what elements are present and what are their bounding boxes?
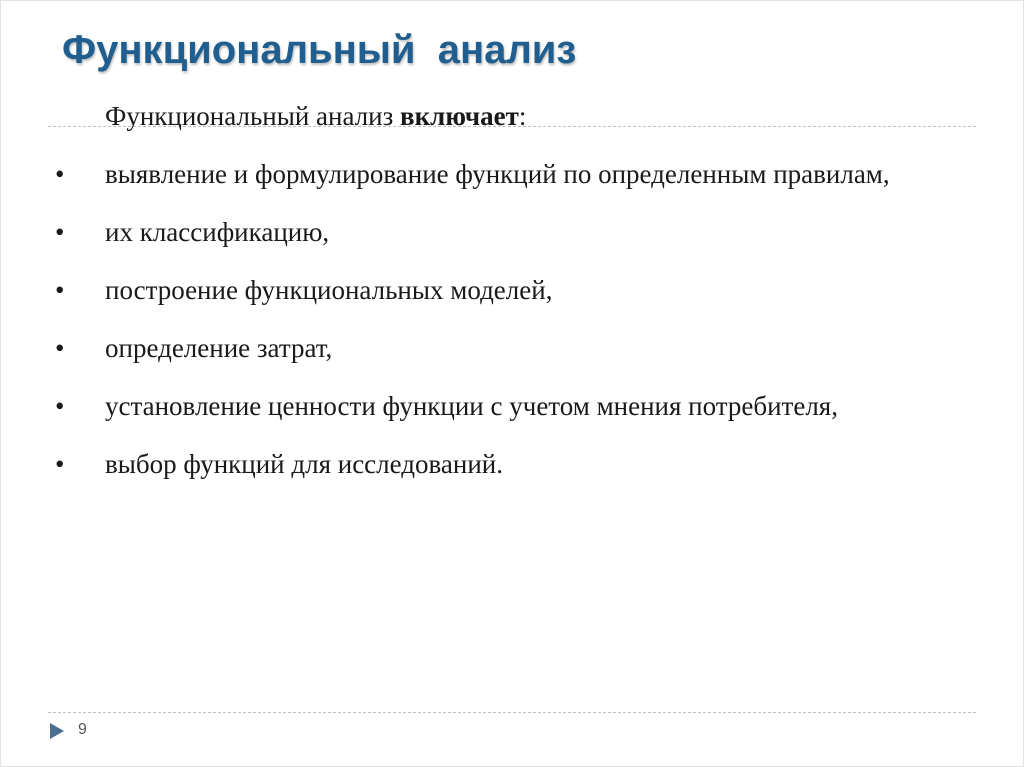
bullet-item	[55, 448, 979, 480]
page-number: 9	[78, 721, 87, 738]
bullet-text: установление ценности функции с учетом мнения потребителя,	[105, 391, 838, 421]
intro-bold: включает	[400, 101, 519, 131]
bottom-divider	[48, 712, 976, 713]
slide-title: Функциональный анализ	[62, 28, 577, 72]
triangle-right-icon	[48, 721, 66, 741]
bullet-text: выявление и формулирование функций по определенным правилам,	[105, 159, 890, 189]
bullet-icon: •	[55, 159, 65, 189]
bullet-item	[55, 216, 979, 248]
bullet-icon: •	[55, 333, 65, 363]
bullet-item	[55, 158, 979, 190]
bullet-text: определение затрат,	[105, 333, 333, 363]
bullet-icon: •	[55, 275, 65, 305]
bullet-item	[55, 274, 979, 306]
bullet-item	[55, 332, 979, 364]
bullet-item	[55, 390, 979, 422]
slide-body	[55, 100, 979, 506]
bullet-text: их классификацию,	[105, 217, 330, 247]
bullet-icon: •	[55, 391, 65, 421]
bullet-text: построение функциональных моделей,	[105, 275, 553, 305]
bullet-icon: •	[55, 217, 65, 247]
intro-suffix: :	[518, 101, 527, 131]
intro-line	[55, 100, 979, 132]
bullet-text: выбор функций для исследований.	[105, 449, 503, 479]
intro-text: Функциональный анализ	[105, 101, 401, 131]
bullet-icon: •	[55, 449, 65, 479]
